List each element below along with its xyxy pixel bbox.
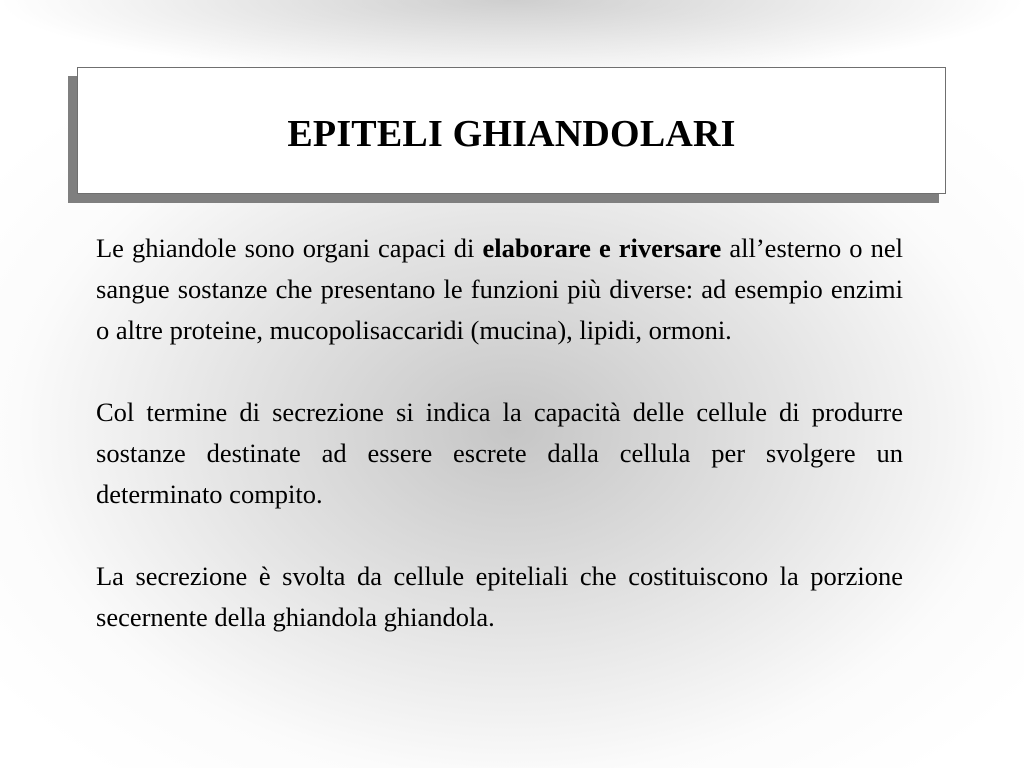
title-box: [77, 67, 946, 194]
paragraph-ghiandole: [96, 228, 903, 351]
paragraph-1-bold-text: elaborare e riversare: [482, 233, 722, 263]
paragraph-1-text-end: all’esterno o nel sangue sostanze che presentano le funzioni più diverse: ad esempio enzimi o altre proteine, mucopolisaccaridi (mucina), lipidi, ormoni.: [96, 233, 903, 345]
paragraph-1-text-start: Le ghiandole sono organi capaci di: [96, 233, 483, 263]
paragraph-cellule-epiteliali: La secrezione è svolta da cellule epiteliali che costituiscono la porzione secernente della ghiandola ghiandola.: [96, 561, 903, 632]
slide-body: [96, 228, 903, 638]
paragraph-secrezione: Col termine di secrezione si indica la capacità delle cellule di produrre sostanze destinate ad essere escrete dalla cellula per svolgere un determinato compito.: [96, 397, 903, 509]
slide-title: EPITELI GHIANDOLARI: [287, 112, 736, 155]
